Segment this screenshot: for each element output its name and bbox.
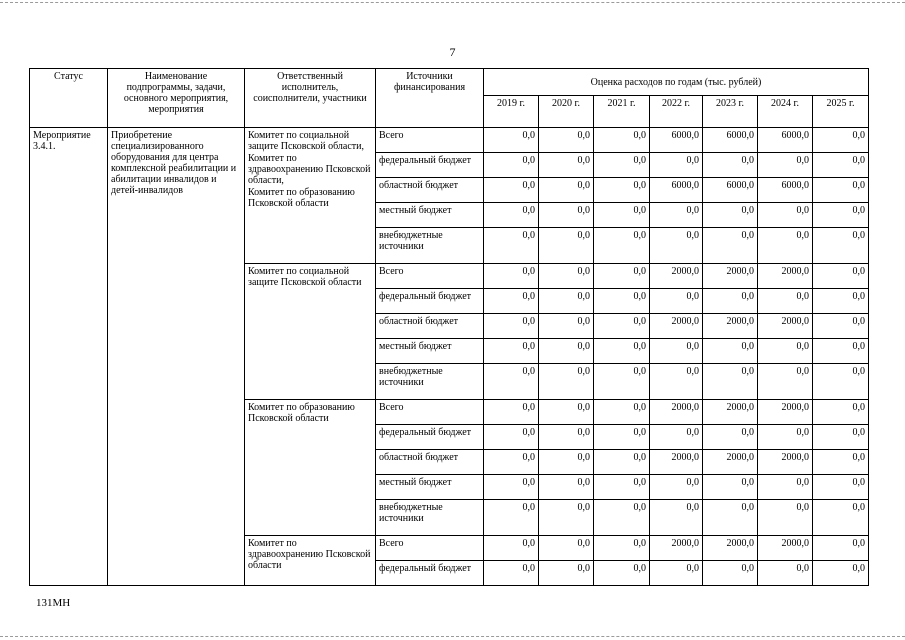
executor-line: Комитет по здравоохранению Псковской области — [248, 538, 371, 571]
funding-source: местный бюджет — [376, 203, 484, 228]
amount-cell: 0,0 — [539, 450, 594, 475]
amount-cell: 2000,0 — [650, 314, 703, 339]
header-status: Статус — [30, 69, 108, 128]
amount-cell: 0,0 — [484, 450, 539, 475]
executor-line: Комитет по социальной защите Псковской области, — [248, 130, 364, 152]
measure-status: Мероприятие 3.4.1. — [30, 128, 108, 586]
amount-cell: 2000,0 — [758, 314, 813, 339]
amount-cell: 0,0 — [650, 203, 703, 228]
amount-cell: 0,0 — [484, 475, 539, 500]
amount-cell: 2000,0 — [650, 536, 703, 561]
funding-source: Всего — [376, 128, 484, 153]
amount-cell: 0,0 — [484, 314, 539, 339]
amount-cell: 0,0 — [813, 400, 869, 425]
funding-source: Всего — [376, 536, 484, 561]
executor-cell — [245, 536, 376, 586]
amount-cell: 0,0 — [758, 153, 813, 178]
page-number: 7 — [449, 45, 456, 59]
amount-cell: 0,0 — [758, 425, 813, 450]
executor-line: Комитет по образованию Псковской области — [248, 402, 355, 424]
amount-cell: 0,0 — [539, 536, 594, 561]
amount-cell: 0,0 — [594, 264, 650, 289]
amount-cell: 0,0 — [594, 450, 650, 475]
header-year: 2020 г. — [539, 96, 594, 128]
amount-cell: 0,0 — [703, 228, 758, 264]
amount-cell: 0,0 — [758, 364, 813, 400]
amount-cell: 0,0 — [650, 339, 703, 364]
executor-cell — [245, 264, 376, 400]
amount-cell: 0,0 — [650, 425, 703, 450]
funding-source: федеральный бюджет — [376, 561, 484, 586]
header-year: 2023 г. — [703, 96, 758, 128]
amount-cell: 0,0 — [539, 128, 594, 153]
funding-source: областной бюджет — [376, 314, 484, 339]
amount-cell: 0,0 — [594, 475, 650, 500]
amount-cell: 0,0 — [594, 364, 650, 400]
amount-cell: 0,0 — [813, 500, 869, 536]
amount-cell: 0,0 — [539, 561, 594, 586]
amount-cell: 0,0 — [539, 228, 594, 264]
amount-cell: 2000,0 — [758, 264, 813, 289]
amount-cell: 0,0 — [539, 264, 594, 289]
amount-cell: 2000,0 — [703, 314, 758, 339]
amount-cell: 2000,0 — [650, 264, 703, 289]
amount-cell: 2000,0 — [703, 400, 758, 425]
amount-cell: 2000,0 — [703, 536, 758, 561]
amount-cell: 0,0 — [703, 475, 758, 500]
amount-cell: 2000,0 — [703, 264, 758, 289]
scan-edge-top — [0, 2, 905, 3]
amount-cell: 6000,0 — [703, 128, 758, 153]
amount-cell: 6000,0 — [703, 178, 758, 203]
amount-cell: 0,0 — [594, 128, 650, 153]
amount-cell: 2000,0 — [703, 450, 758, 475]
amount-cell: 0,0 — [758, 339, 813, 364]
amount-cell: 0,0 — [594, 425, 650, 450]
executor-line: Комитет по социальной защите Псковской области — [248, 266, 362, 288]
amount-cell: 0,0 — [813, 364, 869, 400]
document-code: 131МН — [36, 597, 71, 609]
amount-cell: 6000,0 — [758, 128, 813, 153]
amount-cell: 0,0 — [703, 203, 758, 228]
amount-cell: 0,0 — [813, 536, 869, 561]
amount-cell: 0,0 — [650, 289, 703, 314]
amount-cell: 2000,0 — [758, 536, 813, 561]
amount-cell: 0,0 — [484, 536, 539, 561]
amount-cell: 0,0 — [813, 128, 869, 153]
amount-cell: 0,0 — [758, 475, 813, 500]
amount-cell: 0,0 — [703, 339, 758, 364]
amount-cell: 0,0 — [539, 400, 594, 425]
amount-cell: 0,0 — [813, 475, 869, 500]
amount-cell: 2000,0 — [758, 450, 813, 475]
amount-cell: 2000,0 — [650, 400, 703, 425]
amount-cell: 0,0 — [594, 536, 650, 561]
amount-cell: 0,0 — [484, 364, 539, 400]
funding-source: федеральный бюджет — [376, 425, 484, 450]
table-header — [30, 69, 869, 128]
amount-cell: 2000,0 — [758, 400, 813, 425]
amount-cell: 0,0 — [813, 178, 869, 203]
amount-cell: 0,0 — [594, 339, 650, 364]
amount-cell: 0,0 — [813, 289, 869, 314]
table-row — [30, 128, 869, 153]
funding-source: Всего — [376, 400, 484, 425]
amount-cell: 0,0 — [650, 228, 703, 264]
funding-source: федеральный бюджет — [376, 289, 484, 314]
header-year: 2021 г. — [594, 96, 650, 128]
amount-cell: 0,0 — [484, 400, 539, 425]
amount-cell: 0,0 — [703, 153, 758, 178]
executor-line: Комитет по образованию Псковской области — [248, 187, 355, 209]
amount-cell: 0,0 — [539, 203, 594, 228]
amount-cell: 0,0 — [813, 339, 869, 364]
amount-cell: 0,0 — [650, 500, 703, 536]
header-year: 2022 г. — [650, 96, 703, 128]
executor-line: Комитет по здравоохранению Псковской области, — [248, 153, 371, 186]
amount-cell: 0,0 — [484, 264, 539, 289]
amount-cell: 0,0 — [813, 153, 869, 178]
amount-cell: 0,0 — [484, 425, 539, 450]
amount-cell: 0,0 — [650, 153, 703, 178]
amount-cell: 0,0 — [813, 450, 869, 475]
amount-cell: 0,0 — [594, 500, 650, 536]
amount-cell: 0,0 — [484, 228, 539, 264]
amount-cell: 0,0 — [484, 339, 539, 364]
amount-cell: 6000,0 — [650, 178, 703, 203]
amount-cell: 0,0 — [484, 178, 539, 203]
amount-cell: 0,0 — [758, 500, 813, 536]
funding-source: федеральный бюджет — [376, 153, 484, 178]
header-executor: Ответственный исполнитель, соисполнители, участники — [245, 69, 376, 128]
header-year: 2024 г. — [758, 96, 813, 128]
amount-cell: 0,0 — [650, 364, 703, 400]
amount-cell: 0,0 — [594, 314, 650, 339]
amount-cell: 0,0 — [594, 228, 650, 264]
amount-cell: 0,0 — [484, 289, 539, 314]
amount-cell: 0,0 — [539, 475, 594, 500]
amount-cell: 0,0 — [539, 153, 594, 178]
amount-cell: 0,0 — [594, 561, 650, 586]
amount-cell: 0,0 — [703, 561, 758, 586]
amount-cell: 0,0 — [813, 425, 869, 450]
funding-source: внебюджетные источники — [376, 500, 484, 536]
header-year: 2019 г. — [484, 96, 539, 128]
funding-source: Всего — [376, 264, 484, 289]
funding-source: местный бюджет — [376, 475, 484, 500]
amount-cell: 0,0 — [703, 425, 758, 450]
amount-cell: 0,0 — [594, 203, 650, 228]
amount-cell: 0,0 — [594, 178, 650, 203]
amount-cell: 0,0 — [813, 203, 869, 228]
amount-cell: 0,0 — [758, 561, 813, 586]
amount-cell: 0,0 — [758, 289, 813, 314]
amount-cell: 0,0 — [484, 500, 539, 536]
amount-cell: 0,0 — [650, 561, 703, 586]
amount-cell: 0,0 — [539, 364, 594, 400]
funding-source: местный бюджет — [376, 339, 484, 364]
executor-cell — [245, 400, 376, 536]
amount-cell: 0,0 — [539, 339, 594, 364]
scan-edge-bottom — [0, 636, 905, 637]
amount-cell: 0,0 — [484, 561, 539, 586]
amount-cell: 0,0 — [539, 425, 594, 450]
header-name: Наименование подпрограммы, задачи, основного мероприятия, мероприятия — [108, 69, 245, 128]
amount-cell: 0,0 — [594, 153, 650, 178]
amount-cell: 0,0 — [484, 153, 539, 178]
amount-cell: 0,0 — [539, 314, 594, 339]
amount-cell: 0,0 — [813, 561, 869, 586]
amount-cell: 0,0 — [758, 228, 813, 264]
measure-name: Приобретение специализированного оборудования для центра комплексной реабилитации и абилитации инвалидов и детей-инвалидов — [108, 128, 245, 586]
amount-cell: 0,0 — [758, 203, 813, 228]
amount-cell: 0,0 — [650, 475, 703, 500]
amount-cell: 0,0 — [813, 264, 869, 289]
amount-cell: 0,0 — [594, 289, 650, 314]
header-year: 2025 г. — [813, 96, 869, 128]
amount-cell: 6000,0 — [758, 178, 813, 203]
funding-source: внебюджетные источники — [376, 364, 484, 400]
amount-cell: 0,0 — [703, 364, 758, 400]
amount-cell: 2000,0 — [650, 450, 703, 475]
table-body — [30, 128, 869, 586]
amount-cell: 0,0 — [703, 500, 758, 536]
amount-cell: 0,0 — [813, 314, 869, 339]
header-sources: Источники финансирования — [376, 69, 484, 128]
amount-cell: 0,0 — [539, 289, 594, 314]
amount-cell: 6000,0 — [650, 128, 703, 153]
funding-source: областной бюджет — [376, 450, 484, 475]
budget-table — [29, 68, 869, 586]
amount-cell: 0,0 — [813, 228, 869, 264]
amount-cell: 0,0 — [703, 289, 758, 314]
amount-cell: 0,0 — [594, 400, 650, 425]
funding-source: областной бюджет — [376, 178, 484, 203]
funding-source: внебюджетные источники — [376, 228, 484, 264]
amount-cell: 0,0 — [539, 500, 594, 536]
amount-cell: 0,0 — [484, 128, 539, 153]
header-estimate: Оценка расходов по годам (тыс. рублей) — [484, 69, 869, 96]
amount-cell: 0,0 — [539, 178, 594, 203]
executor-cell — [245, 128, 376, 264]
amount-cell: 0,0 — [484, 203, 539, 228]
